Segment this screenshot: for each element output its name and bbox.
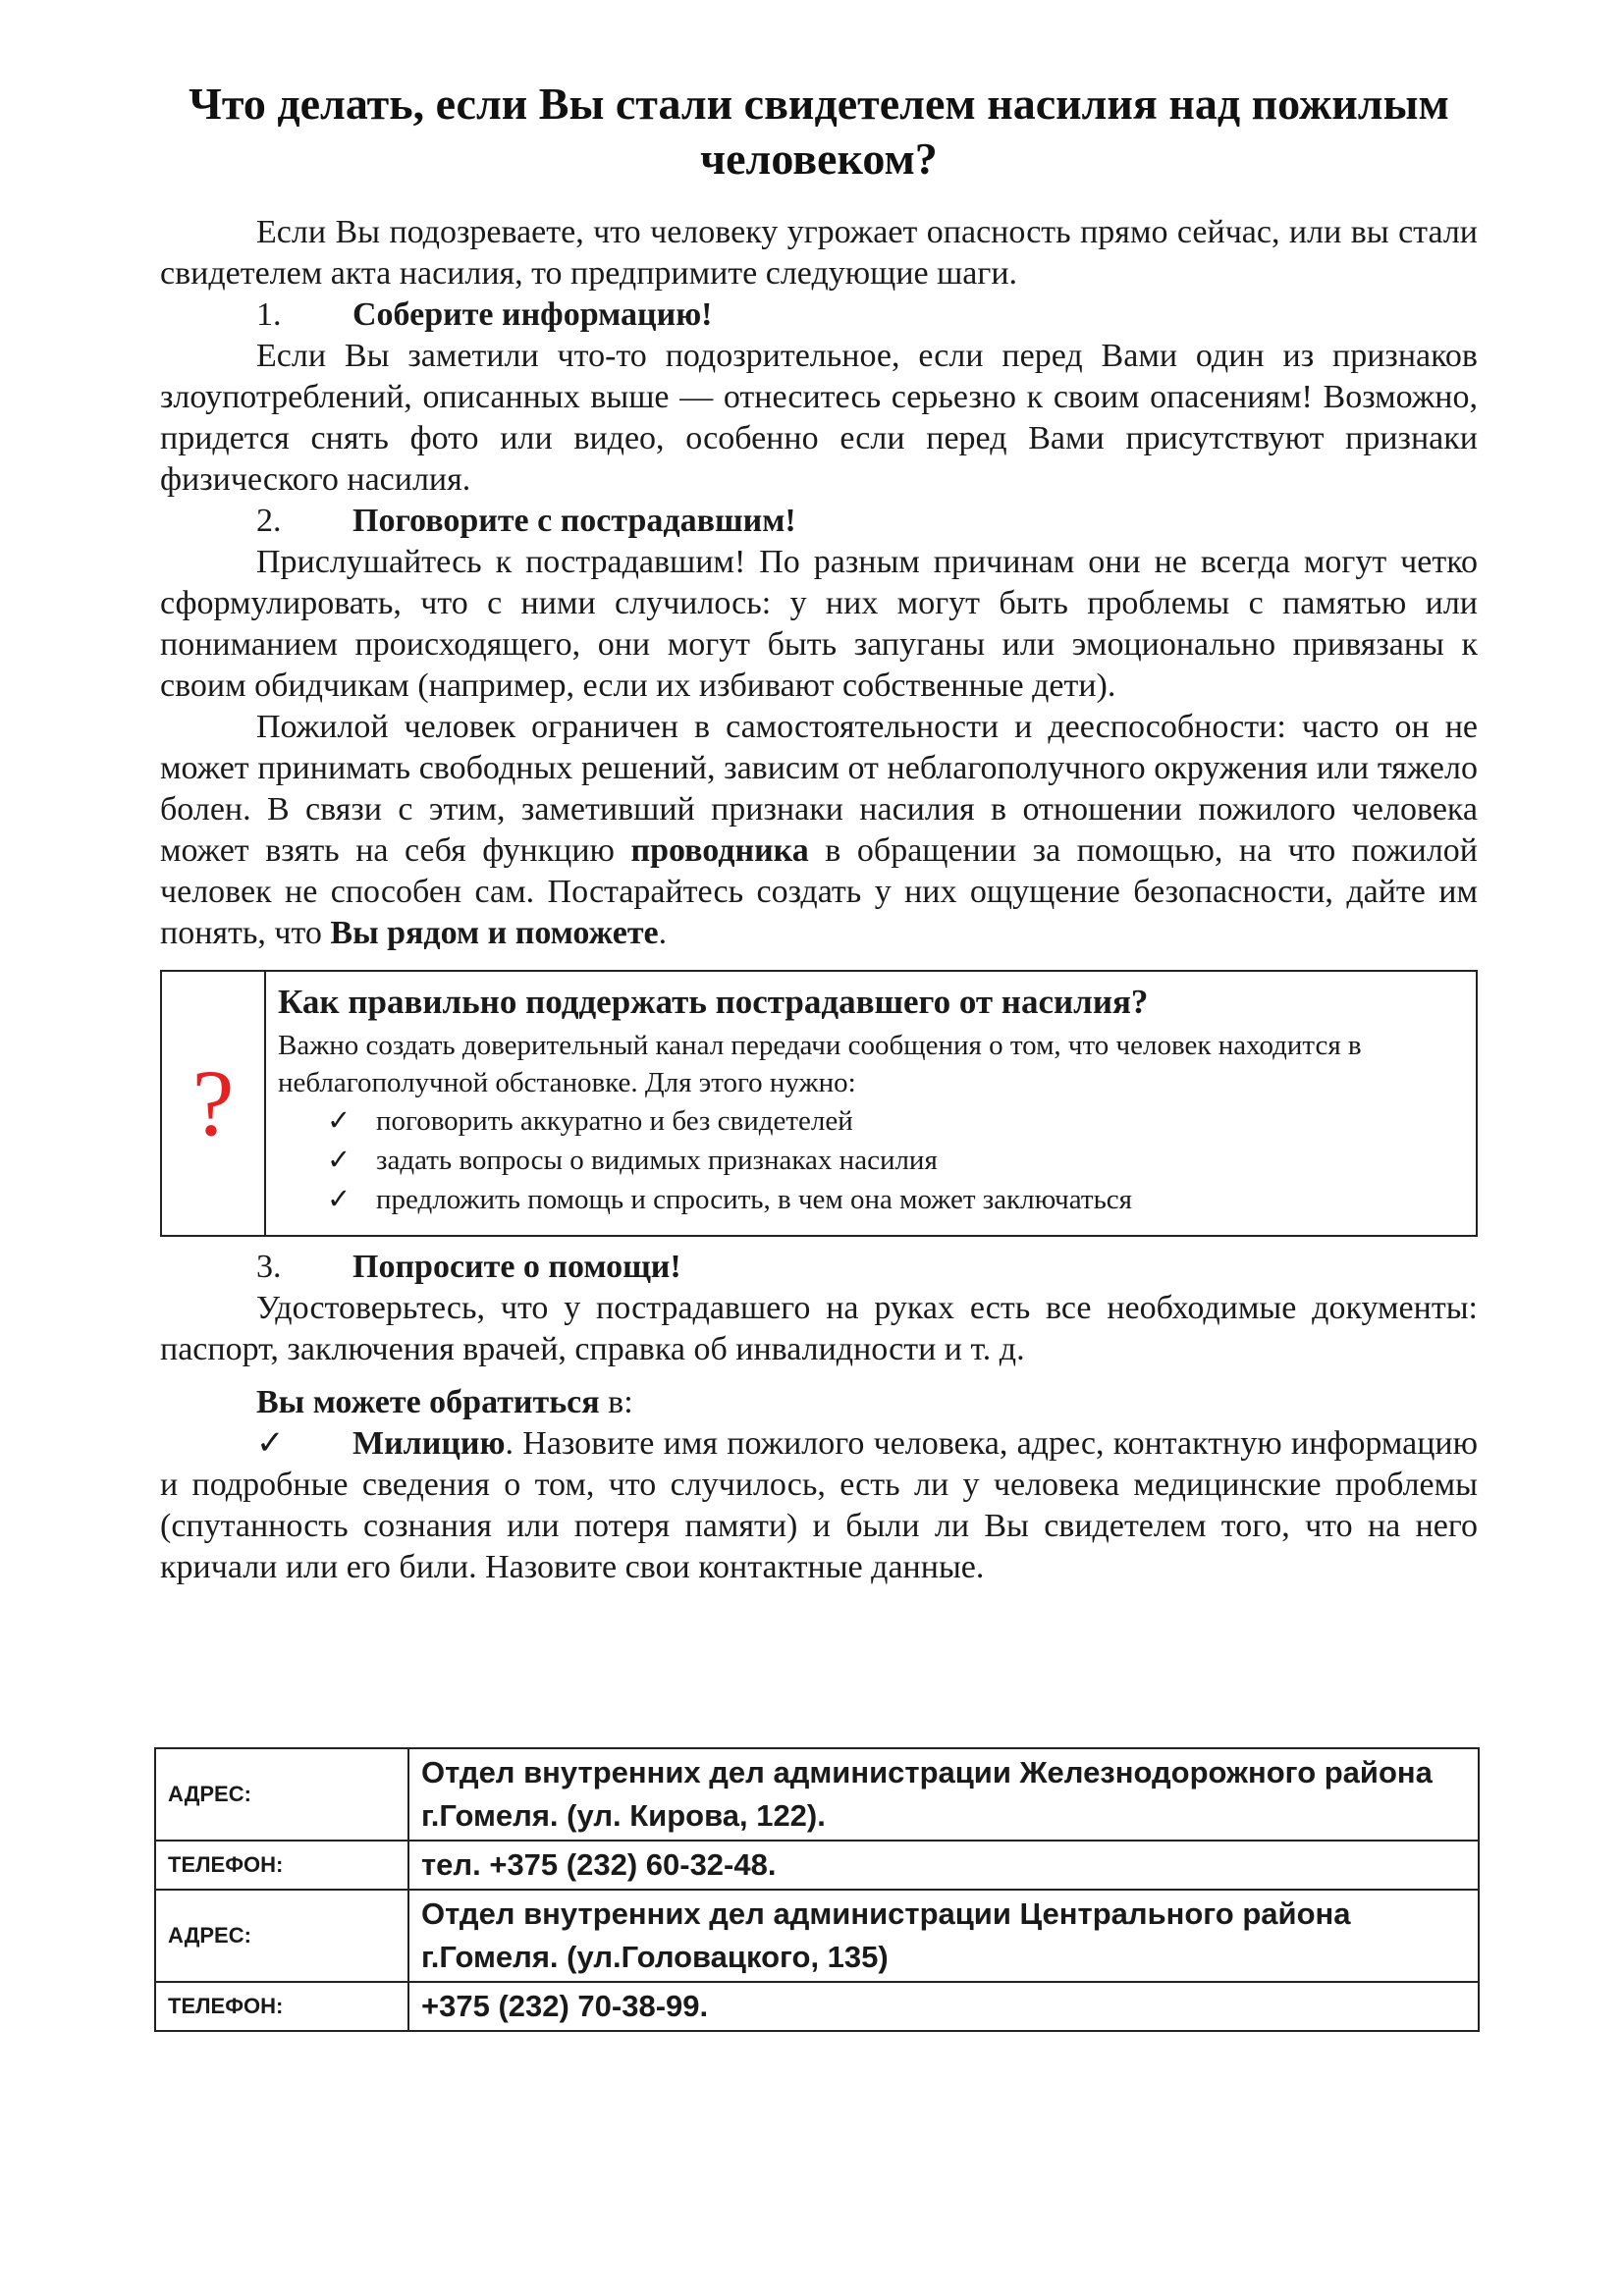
step-3-number: 3. [256,1249,282,1285]
step-2-emphasis-guide: проводника [630,832,809,869]
step-2-emphasis-help: Вы рядом и поможете [330,915,659,951]
phone-value: тел. +375 (232) 60-32-48. [408,1841,1479,1890]
address-value: Отдел внутренних дел администрации Центрального района г.Гомеля. (ул.Головацкого, 135) [408,1890,1479,1982]
contacts-table [154,1747,1480,2032]
table-row [155,1841,1479,1890]
support-info-text: Важно создать доверительный канал передачи сообщения о том, что человек находится в неблагополучной обстановке. Для этого нужно: [278,1030,1362,1098]
table-row [155,1982,1479,2031]
police-title: Милицию [352,1425,506,1462]
step-3-heading [160,1247,1478,1288]
step-3-text: Удостоверьтесь, что у пострадавшего на руках есть все необходимые документы: паспорт, заключения врачей, справка об инвалидности и т. д. [160,1290,1478,1367]
step-2-text-2 [160,707,1478,954]
step-2-number: 2. [256,503,282,539]
step-2-text-2a: Пожилой человек ограничен в самостоятельности и дееспособности: часто он не может принимать свободных решений, зависим от неблагополучного окружения или тяжело болен. В связи с этим, заметивший признаки насилия в отношении пожилого человека может взять на себя функцию [160,709,1478,869]
step-1-number: 1. [256,296,282,333]
step-1-text: Если Вы заметили что-то подозрительное, если перед Вами один из признаков злоупотреблений, описанных выше — отнеситесь серьезно к своим опасениям! Возможно, придется снять фото или видео, особенно если перед Вами присутствуют признаки физического насилия. [160,338,1478,498]
checkmark-icon: ✓ [327,1145,352,1176]
support-checklist [278,1101,1462,1219]
checkmark-icon: ✓ [327,1105,352,1137]
document-body [160,212,1478,1588]
step-2-text-2e: . [658,915,668,951]
contact-intro [160,1382,1478,1423]
step-2-title: Поговорите с пострадавшим! [352,503,796,539]
support-info-box [160,970,1478,1237]
question-mark-icon: ? [162,972,266,1235]
step-2-text-1: Прислушайтесь к пострадавшим! По разным причинам они не всегда могут четко сформулировать, что с ними случилось: у них могут быть проблемы с памятью или пониманием происходящего, они могут быть запуганы или эмоционально привязаны к своим обидчикам (например, если их избивают собственные дети). [160,544,1478,704]
table-row [155,1748,1479,1841]
intro-paragraph: Если Вы подозреваете, что человеку угрожает опасность прямо сейчас, или вы стали свидетелем акта насилия, то предпримите следующие шаги. [160,214,1478,292]
table-row [155,1890,1479,1982]
contact-intro-rest: в: [599,1384,633,1420]
address-label: АДРЕС: [155,1748,408,1841]
list-item-text: задать вопросы о видимых признаках насилия [376,1145,938,1176]
police-paragraph [160,1423,1478,1588]
phone-label: ТЕЛЕФОН: [155,1841,408,1890]
checkmark-icon: ✓ [256,1425,285,1462]
phone-value: +375 (232) 70-38-99. [408,1982,1479,2031]
step-3-title: Попросите о помощи! [352,1249,681,1285]
support-info-content [266,972,1476,1235]
step-2-text-2c: в обращении за помощью, на что пожилой человек не способен сам. Постарайтесь создать у них ощущение безопасности, дайте им понять, что [160,832,1478,951]
document-page [160,77,1478,1588]
list-item [327,1101,1462,1141]
list-item [327,1141,1462,1180]
address-value: Отдел внутренних дел администрации Железнодорожного района г.Гомеля. (ул. Кирова, 122). [408,1748,1479,1841]
list-item-text: предложить помощь и спросить, в чем она может заключаться [376,1184,1133,1215]
support-info-title: Как правильно поддержать пострадавшего от насилия? [278,983,1149,1021]
step-2-heading [160,501,1478,542]
page-title: Что делать, если Вы стали свидетелем насилия над пожилым человеком? [189,79,1449,184]
step-1-title: Соберите информацию! [352,296,713,333]
step-1-heading [160,294,1478,336]
contact-intro-bold: Вы можете обратиться [256,1384,600,1420]
checkmark-icon: ✓ [327,1184,352,1215]
police-text: . Назовите имя пожилого человека, адрес, контактную информацию и подробные сведения о том, что случилось, есть ли у человека медицинские проблемы (спутанность сознания или потеря памяти) и были ли Вы свидетелем того, что на него кричали или его били. Назовите свои контактные данные. [160,1425,1478,1585]
list-item [327,1180,1462,1219]
address-label: АДРЕС: [155,1890,408,1982]
list-item-text: поговорить аккуратно и без свидетелей [376,1105,853,1137]
phone-label: ТЕЛЕФОН: [155,1982,408,2031]
